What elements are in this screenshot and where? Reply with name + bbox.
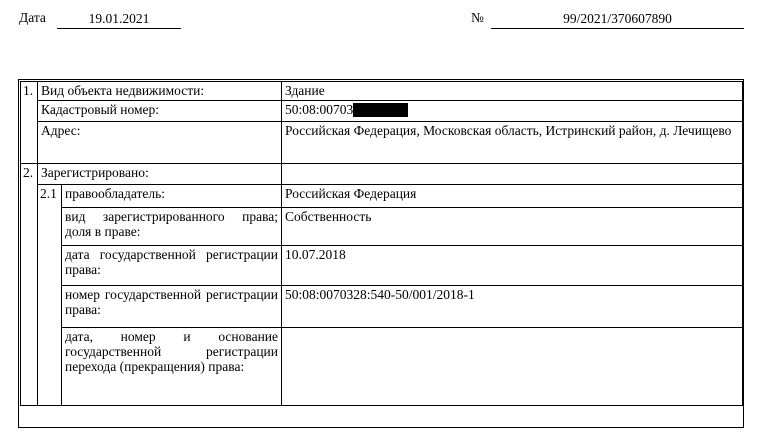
table-row: [21, 246, 743, 286]
right-type-value: Собственность: [282, 208, 743, 246]
holder-value: Российская Федерация: [282, 185, 743, 208]
address-value: Российская Федерация, Московская область, Истринский район, д. Лечищево: [282, 122, 743, 164]
holder-label: правообладатель:: [62, 185, 282, 208]
sub-row-number: 2.1: [38, 185, 62, 406]
object-type-label: Вид объекта недвижимости:: [38, 82, 282, 101]
table-row: [21, 208, 743, 246]
table-row: [21, 82, 743, 101]
row-number: 2.: [21, 164, 38, 406]
table-row: [21, 185, 743, 208]
extract-table: [20, 81, 743, 406]
table-row: [21, 164, 743, 185]
number-label: №: [471, 10, 484, 25]
address-label: Адрес:: [38, 122, 282, 164]
redaction-block: [353, 103, 408, 117]
cadastral-number-cell: [282, 101, 743, 122]
table-row: [21, 286, 743, 328]
table-row: [21, 328, 743, 406]
registered-label: Зарегистрировано:: [38, 164, 282, 185]
registered-value: [282, 164, 743, 185]
date-value: 19.01.2021: [57, 10, 181, 29]
right-type-label: вид зарегистрированного права; доля в праве:: [62, 208, 282, 246]
registration-number-label: номер государственной регистрации права:: [62, 286, 282, 328]
table-row: [21, 101, 743, 122]
row-number: 1.: [21, 82, 38, 164]
extract-table-frame: [18, 79, 744, 428]
registration-date-value: 10.07.2018: [282, 246, 743, 286]
cadastral-number-label: Кадастровый номер:: [38, 101, 282, 122]
table-row: [21, 122, 743, 164]
transfer-value: [282, 328, 743, 406]
document-header: [19, 8, 744, 30]
cadastral-number-value: 50:08:00703: [285, 102, 354, 117]
object-type-value: Здание: [282, 82, 743, 101]
registration-number-value: 50:08:0070328:540-50/001/2018-1: [282, 286, 743, 328]
transfer-label: дата, номер и основание государственной регистрации перехода (прекращения) права:: [62, 328, 282, 406]
date-label: Дата: [19, 10, 46, 25]
registration-date-label: дата государственной регистрации права:: [62, 246, 282, 286]
number-value: 99/2021/370607890: [491, 10, 744, 29]
